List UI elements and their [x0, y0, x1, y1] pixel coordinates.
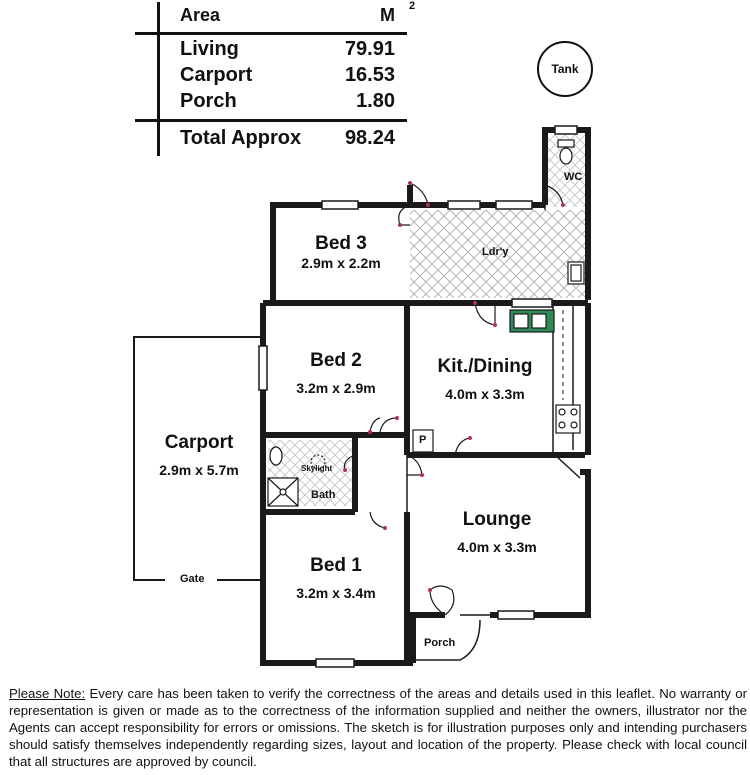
- label-pantry: P: [419, 434, 427, 446]
- note-body: Every care has been taken to verify the correctness of the areas and details used in this leaflet. No warranty or representation is given or made as to the correctness of the information supplied and neither the owners, illustrator nor the Agents can accept responsibility for errors or omissions. The sketch is for illustration purposes only and intending purchasers should satisfy themselves independently regarding sizes, layout and location of the property. Please check with local council that all structures are approved by council.: [9, 686, 747, 769]
- area-header-unit: M: [380, 5, 395, 25]
- toilet-bowl: [560, 148, 572, 164]
- window-lounge: [498, 611, 534, 619]
- room-bed3: [275, 233, 407, 271]
- row-value: 16.53: [344, 64, 395, 86]
- note-heading: Please Note:: [9, 686, 86, 701]
- basin: [270, 447, 282, 465]
- door-kitchen: [475, 303, 495, 325]
- label-gate: Gate: [180, 573, 205, 585]
- room-dims: 4.0m x 3.3m: [457, 539, 537, 555]
- room-dims: 3.2m x 2.9m: [296, 380, 376, 396]
- window-kitchen: [512, 299, 552, 307]
- total-label: Total Approx: [180, 127, 302, 149]
- label-bath: Bath: [311, 489, 336, 501]
- row-label: Carport: [180, 64, 253, 86]
- area-header-label: Area: [180, 5, 221, 25]
- row-value: 79.91: [344, 38, 395, 60]
- window-laundry-1: [448, 201, 480, 209]
- tank-label: Tank: [551, 62, 579, 76]
- total-value: 98.24: [344, 127, 395, 149]
- area-header-unit-sup: 2: [409, 0, 416, 12]
- window-laundry-2: [496, 201, 532, 209]
- disclaimer-note: [9, 685, 747, 770]
- door-porch: [430, 586, 454, 615]
- room-name: Bed 3: [315, 233, 367, 254]
- label-laundry: Ldr'y: [482, 246, 509, 258]
- toilet-cistern: [558, 140, 574, 147]
- row-label: Porch: [180, 90, 237, 112]
- stove: [556, 405, 580, 433]
- room-bed2: [266, 350, 406, 396]
- window-bed1: [316, 659, 354, 667]
- label-porch: Porch: [424, 637, 456, 649]
- room-carport: [136, 432, 262, 478]
- row-label: Living: [180, 38, 239, 60]
- window-bed3: [322, 201, 358, 209]
- room-dims: 3.2m x 3.4m: [296, 585, 376, 601]
- room-name: Lounge: [462, 509, 532, 530]
- room-name: Kit./Dining: [437, 356, 533, 377]
- room-name: Bed 1: [310, 555, 362, 576]
- room-dims: 2.9m x 2.2m: [301, 255, 381, 271]
- label-skylight: Skylight: [301, 464, 333, 473]
- room-name: Carport: [164, 432, 234, 453]
- door-bed2: [380, 418, 397, 432]
- room-dims: 2.9m x 5.7m: [159, 462, 239, 478]
- room-kitchen: [410, 356, 560, 402]
- room-bed1: [266, 555, 406, 601]
- room-dims: 4.0m x 3.3m: [445, 386, 525, 402]
- room-name: Bed 2: [310, 350, 362, 371]
- label-wc: WC: [564, 171, 583, 183]
- window-wc: [555, 126, 577, 134]
- row-value: 1.80: [356, 90, 395, 112]
- room-lounge: [422, 509, 572, 555]
- door-bath: [370, 512, 385, 528]
